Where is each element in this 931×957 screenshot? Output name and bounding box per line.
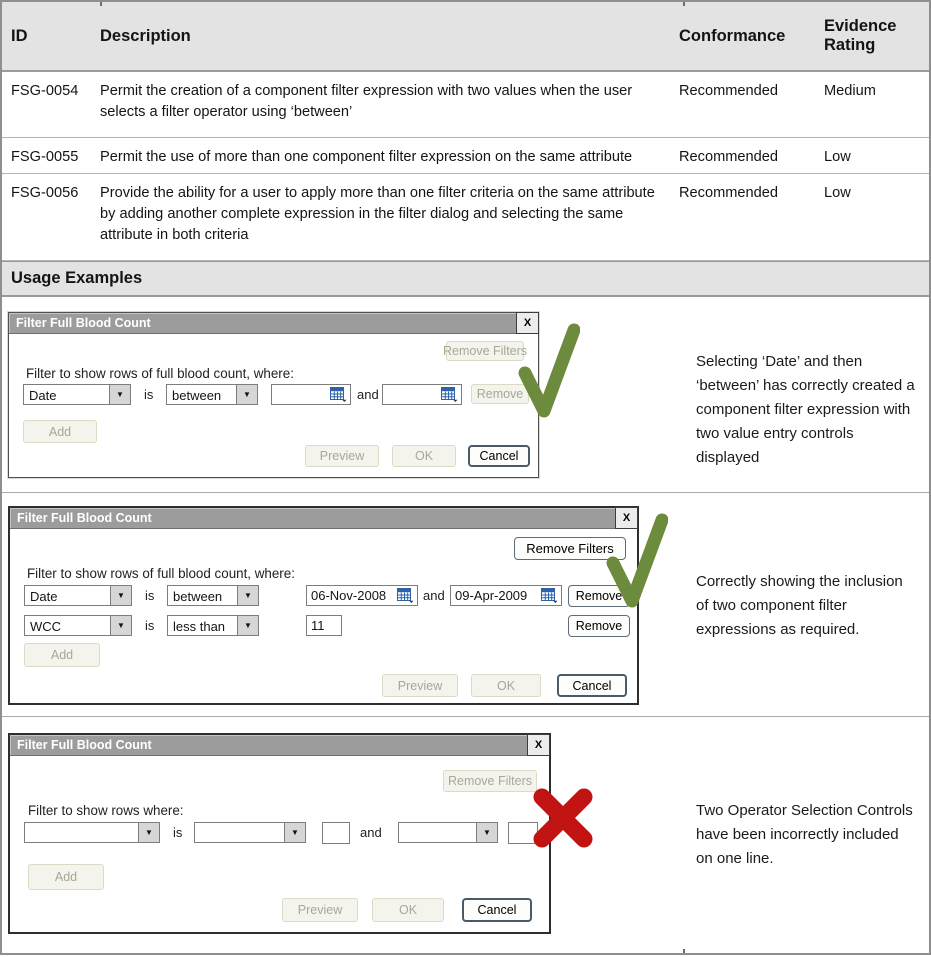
chevron-down-icon[interactable]: ▼ [138,823,159,842]
row-conformance: Recommended [679,149,778,165]
header-evidence-rating: Evidence Rating [824,17,897,54]
close-button[interactable]: X [615,507,638,529]
is-label: is [173,825,183,840]
dialog-body [10,529,637,703]
chevron-down-icon[interactable]: ▼ [284,823,305,842]
value-text: 11 [311,618,325,633]
column-tick [683,2,685,6]
calendar-icon[interactable] [439,387,458,402]
ok-button[interactable]: OK [392,445,456,467]
row-conformance: Recommended [679,185,778,201]
preview-button[interactable]: Preview [282,898,358,922]
dropdown-value: Date [30,589,58,604]
is-label: is [145,618,155,633]
preview-button[interactable]: Preview [382,674,458,697]
date-value-field[interactable] [382,384,462,405]
attribute-dropdown[interactable] [24,615,132,636]
chevron-down-icon[interactable]: ▼ [236,385,257,404]
dialog-title: Filter Full Blood Count [17,511,152,525]
remove-button[interactable]: Remove [568,615,630,637]
dropdown-value: between [172,388,222,403]
row-evidence: Low [824,149,851,165]
row-description: Provide the ability for a user to apply more than one filter criteria on the same attribute by adding another complete expression in the filter dialog and selecting the same attribute in both criteria [100,185,655,243]
chevron-down-icon[interactable]: ▼ [237,586,258,605]
header-description: Description [100,26,191,45]
date-value-field[interactable] [306,585,418,606]
check-mark-icon [606,511,668,616]
and-label: and [357,387,379,402]
preview-button[interactable]: Preview [305,445,379,467]
header-id: ID [11,26,28,45]
dropdown-value: less than [173,619,226,634]
calendar-icon[interactable] [328,387,347,402]
dialog-body [9,334,538,478]
value-field[interactable] [322,822,350,844]
chevron-down-icon[interactable]: ▼ [109,385,130,404]
is-label: is [145,588,155,603]
column-tick [100,2,102,6]
dropdown-value [399,823,476,842]
operator-dropdown[interactable] [398,822,498,843]
chevron-down-icon[interactable]: ▼ [110,586,131,605]
row-id: FSG-0056 [11,185,79,201]
filter-prompt-label: Filter to show rows where: [28,803,184,818]
chevron-down-icon[interactable]: ▼ [237,616,258,635]
remove-filters-button[interactable]: Remove Filters [443,770,537,792]
ok-button[interactable]: OK [471,674,541,697]
add-button[interactable]: Add [28,864,104,890]
table-row [2,174,929,261]
cancel-button[interactable]: Cancel [468,445,530,467]
operator-dropdown[interactable] [194,822,306,843]
row-id: FSG-0055 [11,149,79,165]
chevron-down-icon[interactable]: ▼ [110,616,131,635]
filter-prompt-label: Filter to show rows of full blood count, where: [26,366,294,381]
filter-dialog [8,506,639,705]
row-evidence: Low [824,185,851,201]
table-header-row [2,2,929,72]
dialog-body [10,756,549,932]
filter-dialog [8,733,551,934]
and-label: and [360,825,382,840]
operator-dropdown[interactable] [167,585,259,606]
date-value: 06-Nov-2008 [311,588,387,603]
section-title: Usage Examples [2,261,929,297]
dropdown-value: WCC [30,619,62,634]
remove-button[interactable]: Remove [471,384,529,404]
date-value-field[interactable] [450,585,562,606]
usage-example-row [2,493,929,717]
operator-dropdown[interactable] [167,615,259,636]
dialog-titlebar[interactable] [10,508,637,529]
annotation-text: Two Operator Selection Controls have been incorrectly included on one line. [696,802,913,867]
cancel-button[interactable]: Cancel [462,898,532,922]
dialog-title: Filter Full Blood Count [16,316,151,330]
annotation-text: Selecting ‘Date’ and then ‘between’ has correctly created a component filter expression with two value entry controls displayed [696,353,915,466]
calendar-icon[interactable] [395,588,414,603]
date-value: 09-Apr-2009 [455,588,528,603]
annotation-text: Correctly showing the inclusion of two component filter expressions as required. [696,573,903,638]
dialog-titlebar[interactable] [9,313,538,334]
close-button[interactable]: X [516,312,539,334]
row-evidence: Medium [824,83,876,99]
dialog-titlebar[interactable] [10,735,549,756]
dropdown-value [195,823,284,842]
is-label: is [144,387,154,402]
column-tick [683,949,685,953]
value-field[interactable] [306,615,342,636]
check-mark-icon [518,321,580,426]
add-button[interactable]: Add [23,420,97,443]
row-description: Permit the creation of a component filter expression with two values when the user selects a filter operator using ‘between’ [100,83,633,120]
remove-button[interactable]: Remove [568,585,630,607]
row-conformance: Recommended [679,83,778,99]
table-row [2,72,929,138]
add-button[interactable]: Add [24,643,100,667]
calendar-icon[interactable] [539,588,558,603]
filter-prompt-label: Filter to show rows of full blood count, where: [27,566,295,581]
remove-filters-button[interactable]: Remove Filters [514,537,626,560]
operator-dropdown[interactable] [166,384,258,405]
attribute-dropdown[interactable] [24,822,160,843]
row-id: FSG-0054 [11,83,79,99]
dropdown-value: between [173,589,223,604]
attribute-dropdown[interactable] [23,384,131,405]
remove-filters-button[interactable]: Remove Filters [446,341,524,361]
dropdown-value: Date [29,388,57,403]
usage-example-row [2,297,929,493]
cross-mark-icon [526,779,600,860]
dialog-title: Filter Full Blood Count [17,738,152,752]
chevron-down-icon[interactable]: ▼ [476,823,497,842]
row-description: Permit the use of more than one component filter expression on the same attribute [100,149,633,165]
ok-button[interactable]: OK [372,898,444,922]
table-row [2,138,929,174]
usage-example-row [2,717,929,946]
date-value-field[interactable] [271,384,351,405]
dropdown-value [25,823,138,842]
filter-dialog [8,312,539,478]
attribute-dropdown[interactable] [24,585,132,606]
and-label: and [423,588,445,603]
cancel-button[interactable]: Cancel [557,674,627,697]
header-conformance: Conformance [679,26,786,45]
close-button[interactable]: X [527,734,550,756]
